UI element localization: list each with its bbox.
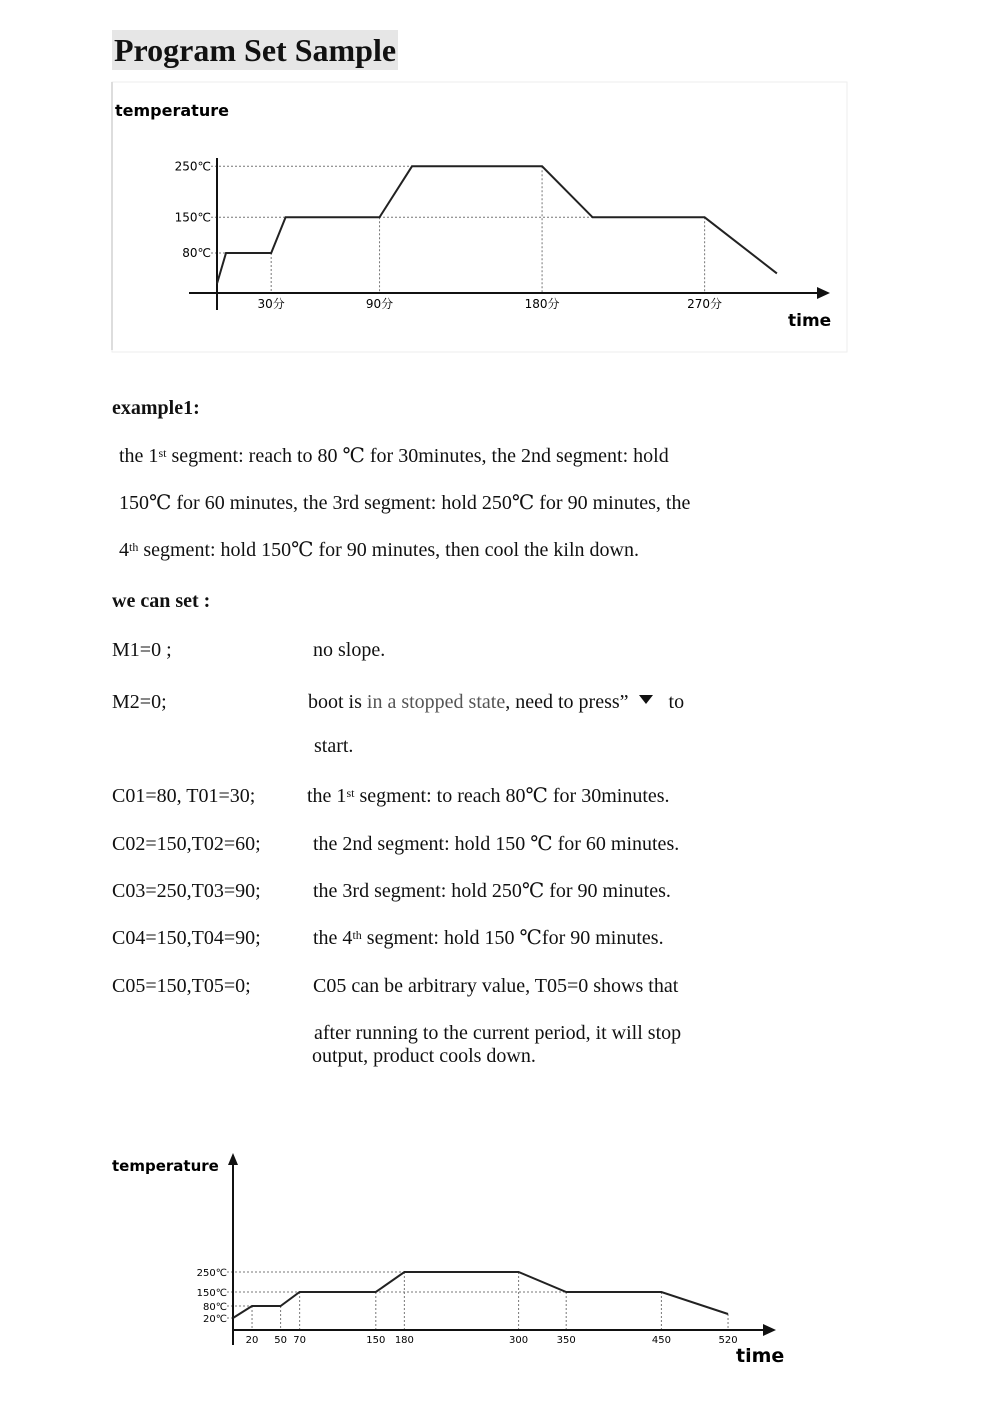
param-code-c05: C05=150,T05=0; xyxy=(112,975,251,997)
y-tick-label: 80℃ xyxy=(182,246,211,260)
description-line-1 xyxy=(119,444,669,468)
temperature-chart-2 xyxy=(100,1145,800,1375)
param-code-c04: C04=150,T04=90; xyxy=(112,927,261,949)
x-tick-label: 150 xyxy=(366,1335,386,1346)
param-code-m1: M1=0 ; xyxy=(112,639,172,661)
x-tick-label: 50 xyxy=(274,1335,287,1346)
x-tick-label: 300 xyxy=(509,1335,529,1346)
x-tick-label: 30分 xyxy=(257,297,285,311)
param-desc-c02: the 2nd segment: hold 150 ℃ for 60 minutes. xyxy=(313,833,680,855)
text-span: , need to press” xyxy=(505,691,629,713)
ordinal-suffix: th xyxy=(129,540,139,554)
y-tick-label: 80℃ xyxy=(203,1302,227,1313)
x-tick-label: 180分 xyxy=(524,297,560,311)
x-tick-label: 20 xyxy=(245,1335,259,1346)
x-tick-label: 520 xyxy=(718,1335,738,1346)
text-span: segment: reach to 80 ℃ for 30minutes, the 2nd segment: hold xyxy=(166,445,669,467)
ordinal-suffix: st xyxy=(158,446,167,460)
param-code-c02: C02=150,T02=60; xyxy=(112,833,261,855)
param-desc-m2-cont: start. xyxy=(314,735,354,757)
text-span: 4 xyxy=(119,539,129,561)
x-axis-arrow-icon xyxy=(763,1324,776,1336)
param-desc-m1: no slope. xyxy=(313,639,386,661)
x-tick-label: 70 xyxy=(293,1335,307,1346)
ordinal-suffix: th xyxy=(352,928,362,942)
text-span: the 4 xyxy=(313,927,353,949)
x-tick-label: 450 xyxy=(651,1335,671,1346)
text-span: segment: hold 150℃ for 90 minutes, then cool the kiln down. xyxy=(138,539,639,561)
y-tick-label: 250℃ xyxy=(196,1268,227,1279)
text-span: the 1 xyxy=(119,445,159,467)
param-desc-c01 xyxy=(307,784,670,808)
temperature-chart-1 xyxy=(100,78,860,358)
y-axis-label: temperature xyxy=(115,101,229,120)
param-code-m2: M2=0; xyxy=(112,691,167,713)
y-tick-label: 250℃ xyxy=(174,159,211,174)
param-desc-c05-cont2: output, product cools down. xyxy=(312,1045,536,1067)
text-span: the 1 xyxy=(307,785,347,807)
text-span-grey: in a stopped state xyxy=(366,691,506,713)
param-desc-c03: the 3rd segment: hold 250℃ for 90 minutes. xyxy=(313,880,671,902)
description-line-2: 150℃ for 60 minutes, the 3rd segment: hold 250℃ for 90 minutes, the xyxy=(119,492,691,514)
y-tick-label: 20℃ xyxy=(203,1314,227,1325)
x-tick-label: 180 xyxy=(394,1335,414,1346)
text-span: to xyxy=(668,691,685,713)
ordinal-suffix: st xyxy=(346,786,355,800)
y-tick-label: 150℃ xyxy=(174,210,211,225)
param-desc-c05: C05 can be arbitrary value, T05=0 shows that xyxy=(313,975,679,997)
param-code-c01: C01=80, T01=30; xyxy=(112,785,256,807)
x-tick-label: 350 xyxy=(556,1335,576,1346)
param-desc-m2 xyxy=(308,690,684,714)
y-axis-arrow-icon xyxy=(228,1153,238,1165)
param-code-c03: C03=250,T03=90; xyxy=(112,880,261,902)
down-triangle-icon xyxy=(639,695,653,704)
example-heading: example1: xyxy=(112,397,200,419)
param-desc-c05-cont: after running to the current period, it will stop xyxy=(314,1022,682,1044)
x-tick-label: 270分 xyxy=(687,297,723,311)
text-span: segment: to reach 80℃ for 30minutes. xyxy=(354,785,670,807)
page-title: Program Set Sample xyxy=(114,32,397,68)
y-axis-label: temperature xyxy=(112,1157,219,1175)
x-axis-label: time xyxy=(736,1345,785,1367)
x-axis-label: time xyxy=(788,311,832,331)
y-tick-label: 150℃ xyxy=(196,1288,227,1299)
x-tick-label: 90分 xyxy=(365,297,394,311)
text-span: segment: hold 150 ℃for 90 minutes. xyxy=(361,927,664,949)
description-line-3 xyxy=(119,538,639,562)
text-span: boot is xyxy=(308,691,367,713)
param-desc-c04 xyxy=(313,926,664,950)
temperature-curve-2 xyxy=(233,1272,728,1318)
we-can-set-heading: we can set : xyxy=(112,590,211,612)
